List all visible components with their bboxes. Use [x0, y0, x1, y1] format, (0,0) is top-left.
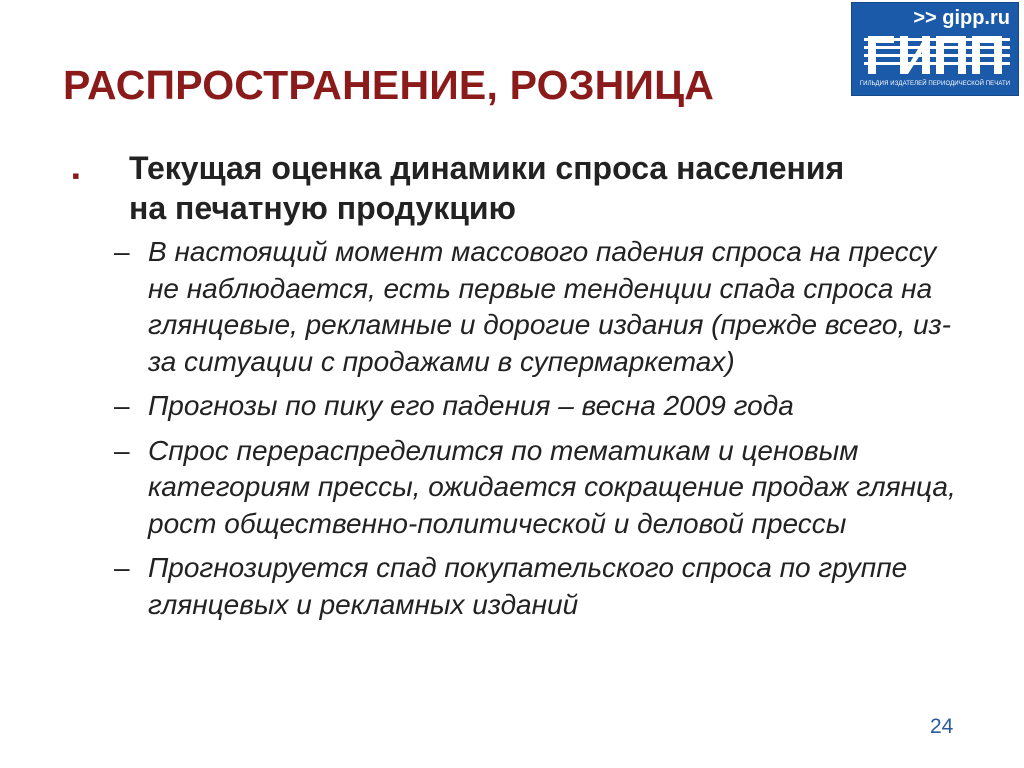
- dash-bullet-icon: –: [114, 390, 130, 421]
- gipp-logo[interactable]: [851, 2, 1019, 96]
- sub-bullet-item: [72, 550, 968, 623]
- logo-site-text: >> gipp.ru: [913, 7, 1010, 29]
- gipp-logo-mark: [864, 36, 1010, 76]
- sub-bullet-list: [72, 234, 972, 623]
- sub-bullet-text: Прогнозы по пику его падения – весна 2009 года: [148, 390, 794, 421]
- page-number: 24: [930, 715, 954, 738]
- square-bullet-icon: ▪: [72, 163, 80, 188]
- sub-bullet-item: [72, 433, 968, 543]
- main-bullet: [72, 148, 889, 228]
- sub-bullet-item: [72, 388, 968, 425]
- dash-bullet-icon: –: [114, 236, 130, 267]
- logo-caption: ГИЛЬДИЯ ИЗДАТЕЛЕЙ ПЕРИОДИЧЕСКОЙ ПЕЧАТИ: [859, 81, 1011, 87]
- main-bullet-text: Текущая оценка динамики спроса населения на печатную продукцию: [129, 150, 845, 226]
- slide-title: РАСПРОСТРАНЕНИЕ, РОЗНИЦА: [63, 62, 715, 108]
- slide-content: [72, 148, 972, 631]
- dash-bullet-icon: –: [114, 434, 130, 466]
- sub-bullet-item: [72, 234, 968, 380]
- sub-bullet-text: Спрос перераспределится по тематикам и ценовым категориям прессы, ожидается сокращение продаж глянца, рост общественно-политической и деловой прессы: [148, 434, 956, 539]
- sub-bullet-text: Прогнозируется спад покупательского спроса по группе глянцевых и рекламных изданий: [148, 552, 908, 620]
- dash-bullet-icon: –: [114, 552, 130, 583]
- sub-bullet-text: В настоящий момент массового падения спроса на прессу не наблюдается, есть первые тенденции спада спроса на глянцевые, рекламные и дорогие издания (прежде всего, из-за ситуации с продажами в супермаркетах): [148, 236, 951, 377]
